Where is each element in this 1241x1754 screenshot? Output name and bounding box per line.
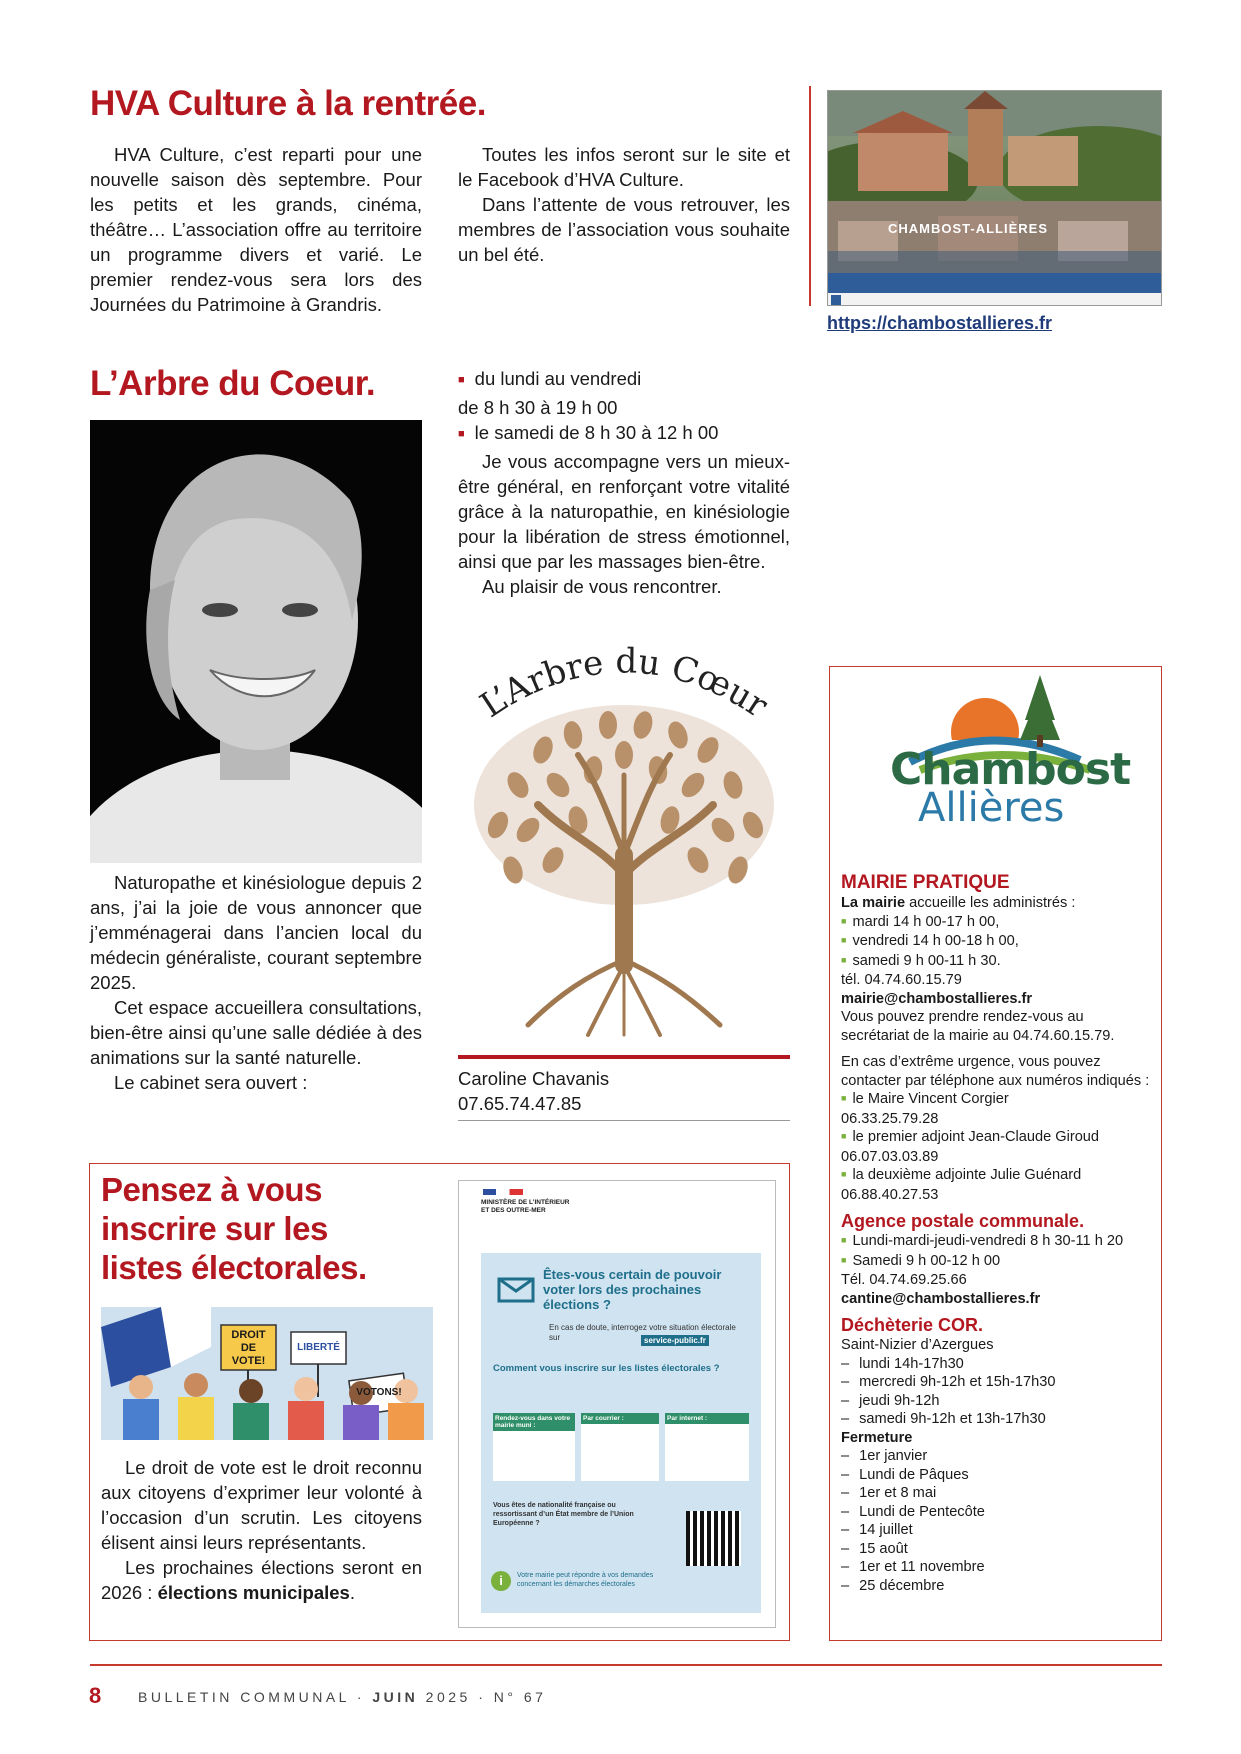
contact-rule-bottom xyxy=(458,1120,790,1121)
elections-text xyxy=(101,1455,422,1605)
hva-column-1 xyxy=(90,142,422,317)
portrait-photo xyxy=(90,420,422,863)
contact-phone: 06.88.40.27.53 xyxy=(841,1186,939,1203)
logo-text: L’Arbre du Cœur xyxy=(473,641,775,726)
mairie-urgence: En cas d’extrême urgence, vous pouvez contacter par téléphone aux numéros indiqués : xyxy=(841,1054,1150,1089)
hva-title: HVA Culture à la rentrée. xyxy=(90,84,486,123)
contact-label: ■ la deuxième adjointe Julie Guénard xyxy=(841,1166,1153,1186)
arbre-paragraph: Cet espace accueillera consultations, bien-être ainsi qu’une salle dédiée à des animations sur la santé naturelle. xyxy=(90,997,422,1068)
decheterie-hours: – jeudi 9h-12h xyxy=(841,1392,1153,1411)
page-number: 8 xyxy=(89,1683,102,1708)
hva-paragraph: HVA Culture, c’est reparti pour une nouvelle saison dès septembre. Pour les petits et les grands, cinéma, théâtre… L’association offre au territoire un programme divers et varié. Le premier rendez-vous sera lors des Journées du Patrimoine à Grandris. xyxy=(90,144,422,315)
contact-phone: 06.07.03.03.89 xyxy=(841,1148,939,1165)
poster-panel xyxy=(481,1253,761,1613)
village-photo xyxy=(828,91,1162,306)
contact-rule-top xyxy=(458,1055,790,1059)
hours-bullet: ■ du lundi au vendredi xyxy=(458,368,641,389)
vote-illustration xyxy=(101,1307,433,1440)
french-flag-icon xyxy=(483,1189,523,1195)
fermeture-day: – Lundi de Pentecôte xyxy=(841,1503,1153,1522)
contact-label: ■ le Maire Vincent Corgier xyxy=(841,1090,1153,1110)
poster-headline: Êtes-vous certain de pouvoir voter lors des prochaines élections ? xyxy=(543,1267,722,1312)
mairie-info: MAIRIE PRATIQUE La mairie accueille les administrés : ■ mardi 14 h 00-17 h 00, ■ vendredi 14 h 00-18 h 00, ■ samedi 9 h 00-11 h 30. tél. 04.74.60.15.79 mairie@chambostallieres.fr Vous pouvez prendre rendez-vous au secrétariat de la mairie au 04.74.60.15.79. En cas d’extrême urgence, vous pouvez contacter par téléphone aux numéros indiqués : ■ le Maire Vincent Corgier 06.33.25.79.28 ■ le premier adjoint Jean-Claude Giroud 06.07.03.03.89 ■ la deuxième adjointe Julie Guénard 06.88.40.27.53 Agence postale communale. ■ Lundi-mardi-jeudi-vendredi 8 h 30-11 h 20 ■ Samedi 9 h 00-12 h 00 Tél. 04.74.69.25.66 cantine@chambostallieres.fr Déchèterie COR. Saint-Nizier d’Azergues – lundi 14h-17h30 – mercredi 9h-12h et 15h-17h30 – jeudi 9h-12h – samedi 9h-12h et 13h-17h30 Fermeture – 1er janvier – Lundi de Pâques – 1er et 8 mai – Lundi de Pentecôte – 14 juillet – 15 août – 1er et 11 novembre – 25 décembre xyxy=(841,872,1153,1595)
arbre-column-2 xyxy=(458,366,790,599)
arbre-title: L’Arbre du Coeur. xyxy=(90,364,376,403)
website-link[interactable]: https://chambostallieres.fr xyxy=(827,313,1053,333)
fermeture-day: – 1er janvier xyxy=(841,1447,1153,1466)
elections-paragraph: Les prochaines élections seront en 2026 : élections municipales. xyxy=(101,1557,422,1603)
hours-line: de 8 h 30 à 19 h 00 xyxy=(458,397,618,418)
arbre-paragraph: Naturopathe et kinésiologue depuis 2 ans, j’ai la joie de vous annoncer que j’emménagerai dans l’ancien local du médecin généraliste, courant septembre 2025. xyxy=(90,872,422,993)
election-poster xyxy=(458,1180,776,1628)
contact-phone: 06.33.25.79.28 xyxy=(841,1110,939,1127)
arbre-column-1 xyxy=(90,870,422,1095)
logo-chambost: Chambost xyxy=(890,744,1131,795)
column-divider xyxy=(809,86,811,306)
arbre-paragraph: Au plaisir de vous rencontrer. xyxy=(482,576,722,597)
poster-ministry: MINISTÈRE DE L’INTÉRIEUR ET DES OUTRE-MER xyxy=(481,1199,570,1214)
fermeture-heading: Fermeture xyxy=(841,1429,913,1446)
footer-text: BULLETIN COMMUNAL · JUIN 2025 · N° 67 xyxy=(138,1689,547,1705)
poster-info: Votre mairie peut répondre à vos demandes concernant les démarches électorales xyxy=(517,1572,654,1588)
agence-hours: ■ Samedi 9 h 00-12 h 00 xyxy=(841,1252,1153,1272)
elections-title: Pensez à vous inscrire sur les listes électorales. xyxy=(101,1171,367,1286)
website-banner-title: CHAMBOST-ALLIÈRES xyxy=(888,221,1048,236)
fermeture-day: – 25 décembre xyxy=(841,1577,1153,1596)
sign-votons: VOTONS! xyxy=(356,1387,402,1398)
mairie-phone: tél. 04.74.60.15.79 xyxy=(841,972,962,988)
hva-column-2 xyxy=(458,142,790,267)
poster-sub: En cas de doute, interrogez votre situation électorale sur xyxy=(549,1323,736,1342)
arbre-paragraph: Je vous accompagne vers un mieux-être général, en renforçant votre vitalité grâce à la naturopathie, en kinésiologie pour la libération de stress émotionnel, ainsi que par les massages bien-être. xyxy=(458,451,790,572)
arbre-paragraph: Le cabinet sera ouvert : xyxy=(114,1072,308,1093)
poster-site: service-public.fr xyxy=(641,1335,709,1346)
poster-how: Comment vous inscrire sur les listes électorales ? xyxy=(493,1363,720,1374)
hours-bullet: ■ le samedi de 8 h 30 à 12 h 00 xyxy=(458,422,718,443)
poster-eu: Vous êtes de nationalité française ou ressortissant d’un État membre de l’Union Européenne ? xyxy=(493,1502,634,1527)
mairie-rdv: Vous pouvez prendre rendez-vous au secrétariat de la mairie au 04.74.60.15.79. xyxy=(841,1009,1115,1044)
agence-heading: Agence postale communale. xyxy=(841,1211,1085,1231)
elections-paragraph: Le droit de vote est le droit reconnu aux citoyens d’exprimer leur volonté à l’occasion d’un scrutin. Les citoyens élisent ainsi leurs représentants. xyxy=(101,1457,422,1553)
info-icon: i xyxy=(491,1571,511,1591)
decheterie-hours: – samedi 9h-12h et 13h-17h30 xyxy=(841,1410,1153,1429)
mairie-heading: MAIRIE PRATIQUE xyxy=(841,872,1010,893)
mairie-email[interactable]: mairie@chambostallieres.fr xyxy=(841,990,1033,1007)
chambost-logo xyxy=(880,670,1131,831)
qr-code-icon xyxy=(686,1511,741,1566)
footer-rule xyxy=(90,1664,1162,1666)
logo-allieres: Allières xyxy=(918,785,1065,831)
contact-name: Caroline Chavanis xyxy=(458,1068,610,1089)
mairie-label: La mairie xyxy=(841,895,906,911)
poster-option-mairie: Rendez-vous dans votre mairie muni : xyxy=(493,1413,575,1481)
sign-liberte: LIBERTÉ xyxy=(297,1342,340,1353)
hva-paragraph: Dans l’attente de vous retrouver, les membres de l’association vous souhaite un bel été. xyxy=(458,194,790,265)
arbre-du-coeur-logo xyxy=(458,625,790,1045)
contact-phone: 07.65.74.47.85 xyxy=(458,1093,582,1114)
fermeture-day: – 1er et 11 novembre xyxy=(841,1558,1153,1577)
agence-phone: Tél. 04.74.69.25.66 xyxy=(841,1272,967,1288)
decheterie-hours: – mercredi 9h-12h et 15h-17h30 xyxy=(841,1373,1153,1392)
agence-hours: ■ Lundi-mardi-jeudi-vendredi 8 h 30-11 h 20 xyxy=(841,1232,1153,1252)
hva-paragraph: Toutes les infos seront sur le site et le Facebook d’HVA Culture. xyxy=(458,144,790,190)
poster-option-courrier: Par courrier : xyxy=(581,1413,659,1481)
website-screenshot xyxy=(827,90,1162,306)
fermeture-day: – 15 août xyxy=(841,1540,1153,1559)
contact-label: ■ le premier adjoint Jean-Claude Giroud xyxy=(841,1128,1153,1148)
mairie-hours: ■ mardi 14 h 00-17 h 00, xyxy=(841,913,1153,933)
decheterie-hours: – lundi 14h-17h30 xyxy=(841,1355,1153,1374)
envelope-icon xyxy=(497,1271,537,1303)
sign-droit-de-vote: DROIT DE VOTE! xyxy=(231,1329,266,1367)
fermeture-day: – 14 juillet xyxy=(841,1521,1153,1540)
agence-email[interactable]: cantine@chambostallieres.fr xyxy=(841,1290,1041,1307)
decheterie-heading: Déchèterie COR. xyxy=(841,1315,984,1335)
poster-option-internet: Par internet : xyxy=(665,1413,749,1481)
contact-block xyxy=(458,1066,609,1116)
mairie-hours: ■ samedi 9 h 00-11 h 30. xyxy=(841,952,1153,972)
decheterie-place: Saint-Nizier d’Azergues xyxy=(841,1337,994,1353)
fermeture-day: – 1er et 8 mai xyxy=(841,1484,1153,1503)
fermeture-day: – Lundi de Pâques xyxy=(841,1466,1153,1485)
mairie-hours: ■ vendredi 14 h 00-18 h 00, xyxy=(841,932,1153,952)
